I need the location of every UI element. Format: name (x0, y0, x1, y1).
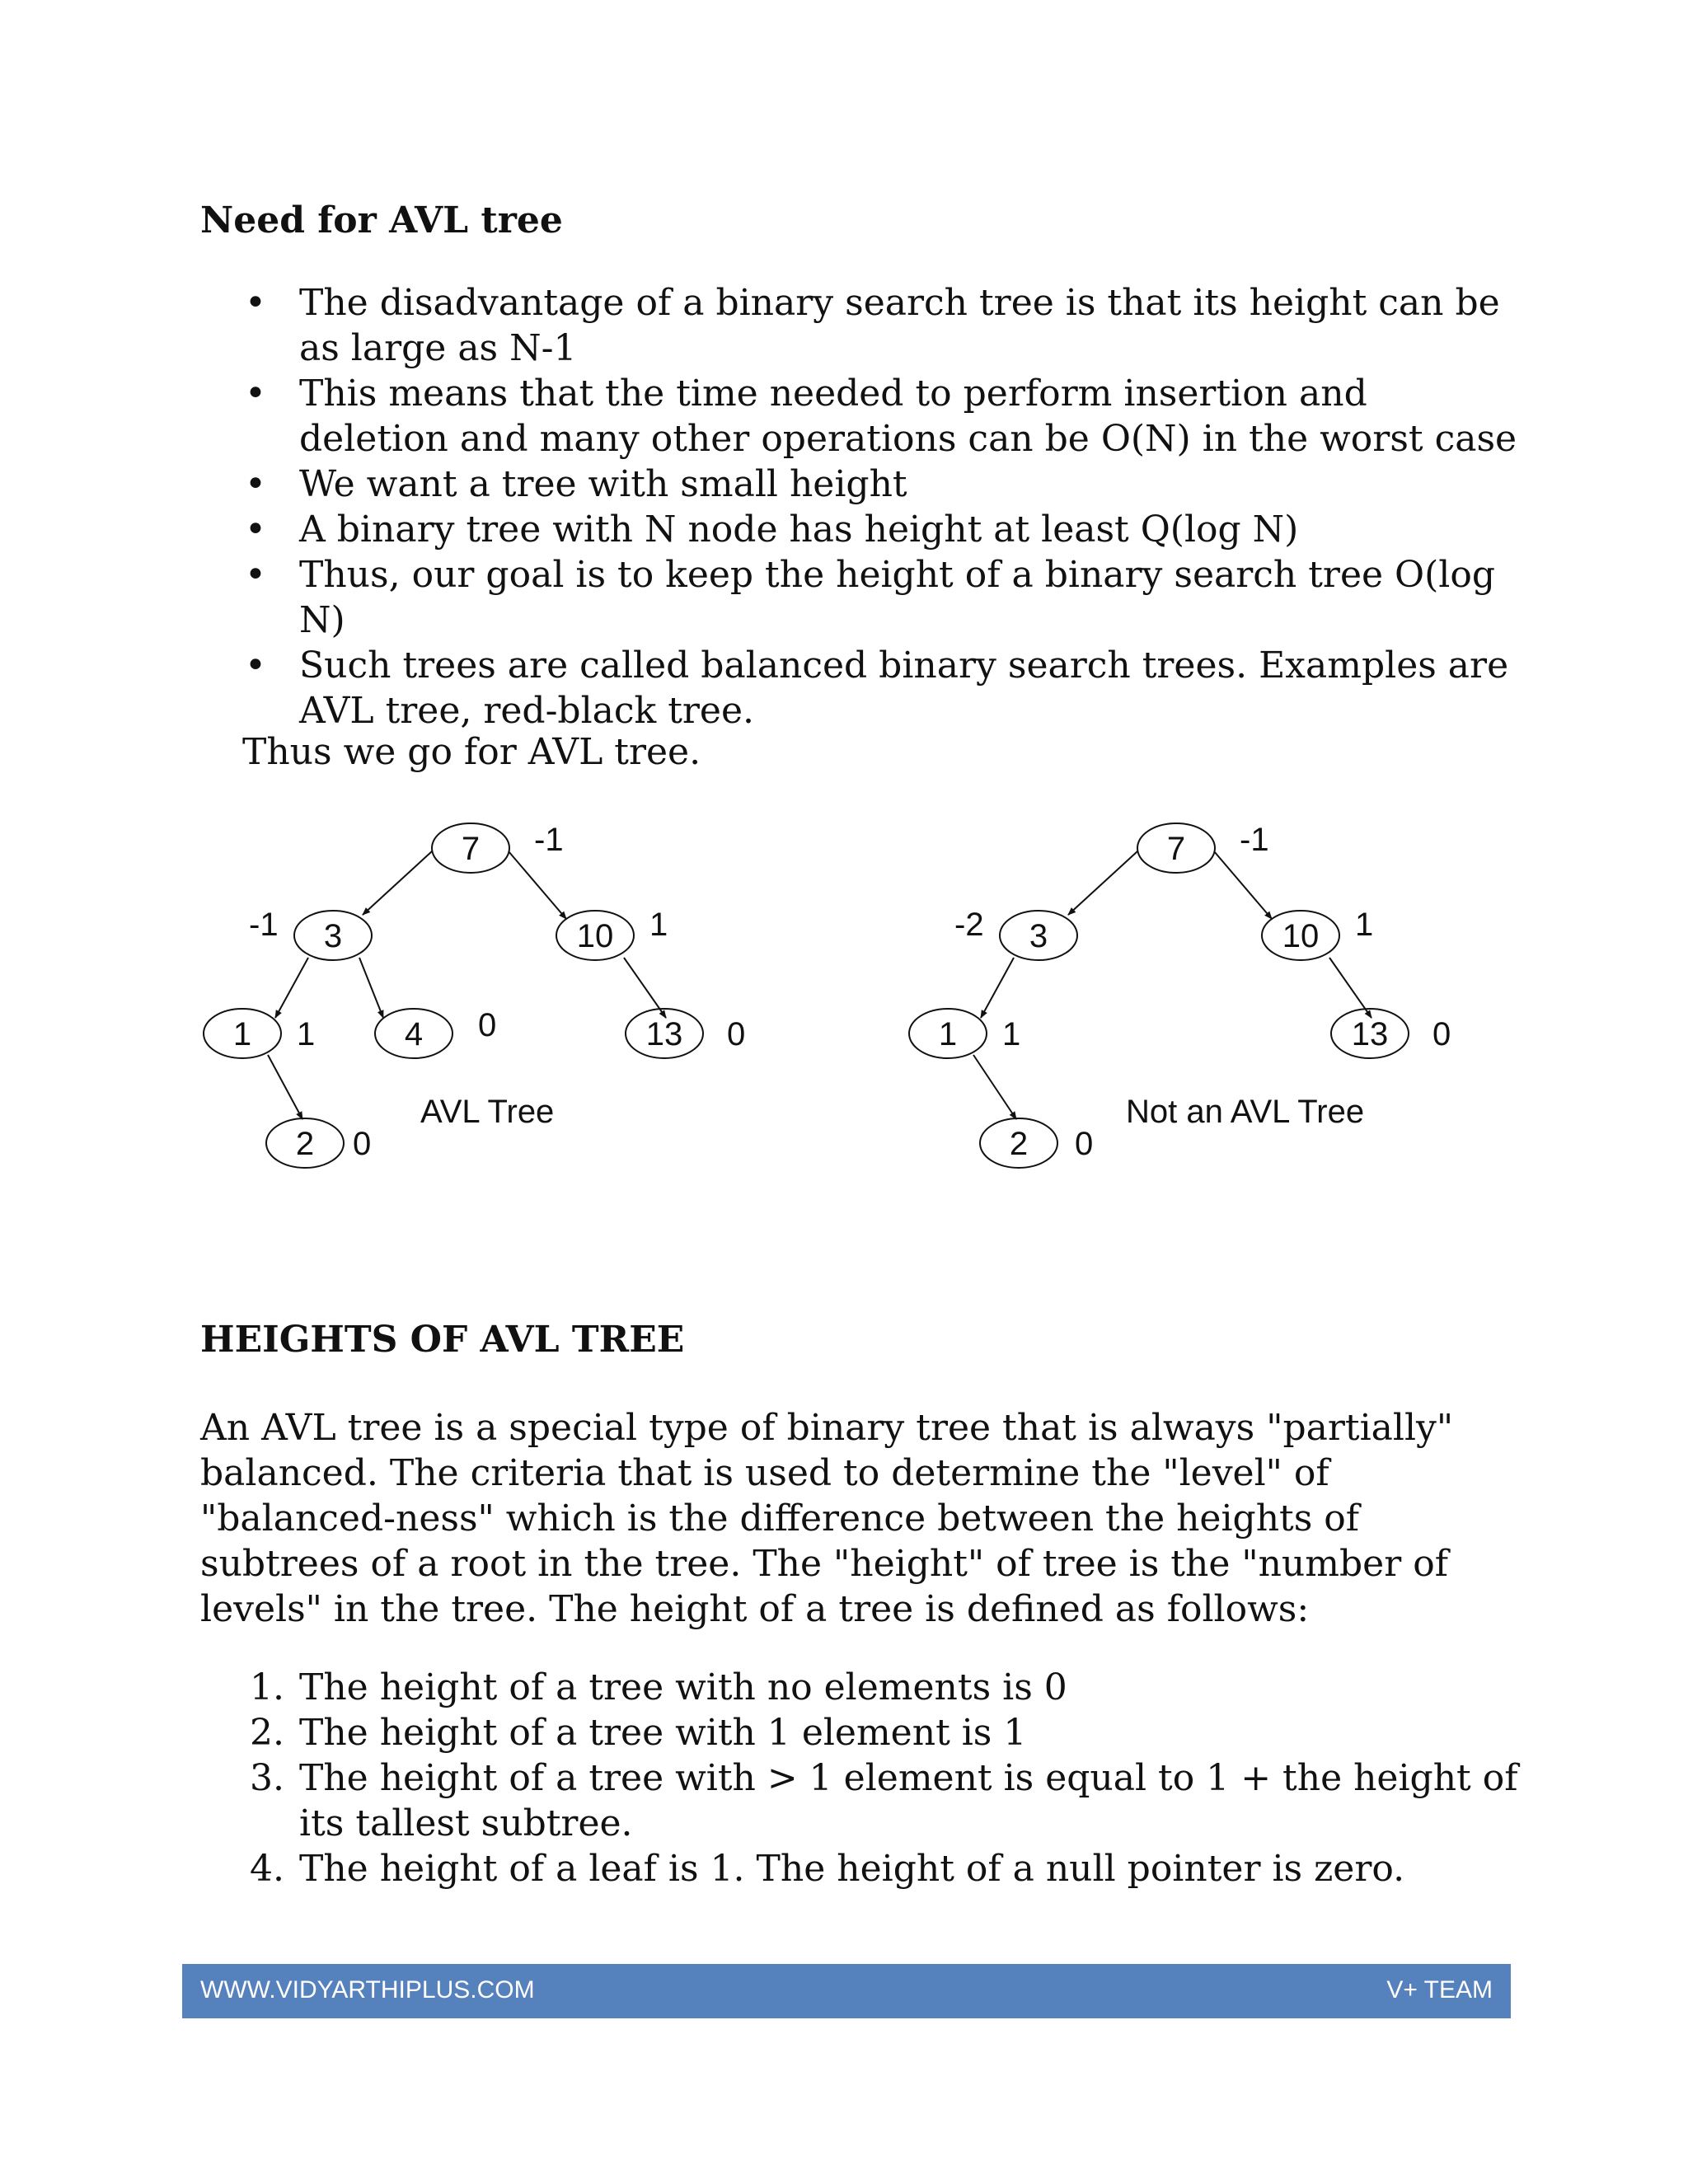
list-number: 3. (250, 1757, 284, 1799)
footer-website: WWW.VIDYARTHIPLUS.COM (200, 1976, 535, 2004)
balance-factor: 1 (1355, 907, 1374, 943)
edge-3-1 (275, 958, 308, 1018)
edge-1-2 (973, 1055, 1016, 1119)
balance-factor: 0 (1432, 1016, 1451, 1052)
bullet-item: • Thus, our goal is to keep the height of a binary search tree O(log N) (200, 552, 1519, 643)
section-heading-heights: HEIGHTS OF AVL TREE (200, 1319, 685, 1361)
bullet-item: • The disadvantage of a binary search tree is that its height can be as large as N-1 (200, 280, 1519, 371)
list-number: 2. (250, 1712, 284, 1754)
diagram-caption: Not an AVL Tree (1126, 1094, 1365, 1130)
node-value: 2 (1009, 1126, 1029, 1162)
edge-3-4 (359, 958, 383, 1018)
need-bullet-list (200, 280, 1519, 733)
node-value: 10 (1282, 918, 1320, 954)
node-value: 3 (323, 918, 343, 954)
balance-factor: -2 (954, 907, 984, 943)
bullet-item: • A binary tree with N node has height at least Q(log N) (200, 507, 1519, 552)
balance-factor: 1 (649, 907, 668, 943)
list-item-text: The height of a tree with > 1 element is equal to 1 + the height of its tallest subtree. (299, 1757, 1518, 1844)
bullet-item: • This means that the time needed to perform insertion and deletion and many other operations can be O(N) in the worst case (200, 371, 1519, 462)
edge-7-10 (1214, 851, 1272, 919)
diagram-caption: AVL Tree (420, 1094, 555, 1130)
bullet-item: • Such trees are called balanced binary search trees. Examples are AVL tree, red-black tree. (200, 643, 1519, 733)
node-value: 7 (1166, 831, 1186, 867)
balance-factor: -1 (249, 907, 279, 943)
node-value: 1 (232, 1016, 252, 1052)
balance-factor: 0 (727, 1016, 746, 1052)
list-item-text: The height of a leaf is 1. The height of a null pointer is zero. (299, 1848, 1405, 1890)
list-item (200, 1755, 1519, 1846)
list-item-text: The height of a tree with no elements is 0 (299, 1666, 1067, 1708)
balance-factor: -1 (1240, 822, 1269, 858)
edge-1-2 (268, 1055, 302, 1119)
footer-team: V+ TEAM (1386, 1976, 1493, 2004)
node-value: 13 (645, 1016, 683, 1052)
list-item (200, 1846, 1519, 1891)
balance-factor: 0 (1075, 1126, 1094, 1162)
node-value: 4 (404, 1016, 424, 1052)
balance-factor: 0 (353, 1126, 372, 1162)
node-value: 1 (938, 1016, 958, 1052)
list-item-text: The height of a tree with 1 element is 1 (299, 1712, 1027, 1754)
balance-factor: 0 (478, 1007, 497, 1043)
avl-trees-diagram (0, 791, 1688, 1203)
node-value: 7 (461, 831, 481, 867)
node-value: 10 (576, 918, 614, 954)
edge-3-1 (981, 958, 1014, 1018)
edge-7-3 (363, 851, 432, 915)
balance-factor: 1 (1002, 1016, 1021, 1052)
balance-factor: -1 (534, 822, 564, 858)
page-footer (182, 1964, 1511, 2018)
node-value: 13 (1351, 1016, 1389, 1052)
list-item (200, 1665, 1519, 1710)
list-number: 4. (250, 1848, 284, 1890)
node-value: 2 (295, 1126, 315, 1162)
avl-definition-paragraph: An AVL tree is a special type of binary tree that is always "partially" balanced. The criteria that is used to determine the "level" of "balanced-ness" which is the difference between the heights of subtrees of a root in the tree. The "height" of tree is the "number of levels" in the tree. The height of a tree is defined as follows: (200, 1407, 1454, 1630)
balance-factor: 1 (297, 1016, 316, 1052)
height-rules-list (200, 1665, 1519, 1891)
list-number: 1. (250, 1666, 284, 1708)
bullet-item: • We want a tree with small height (200, 462, 1519, 507)
conclusion-text: Thus we go for AVL tree. (242, 731, 701, 773)
list-item (200, 1710, 1519, 1755)
section-heading-need-for-avl: Need for AVL tree (200, 199, 563, 241)
edge-7-10 (509, 851, 566, 919)
edge-7-3 (1068, 851, 1137, 915)
node-value: 3 (1029, 918, 1048, 954)
